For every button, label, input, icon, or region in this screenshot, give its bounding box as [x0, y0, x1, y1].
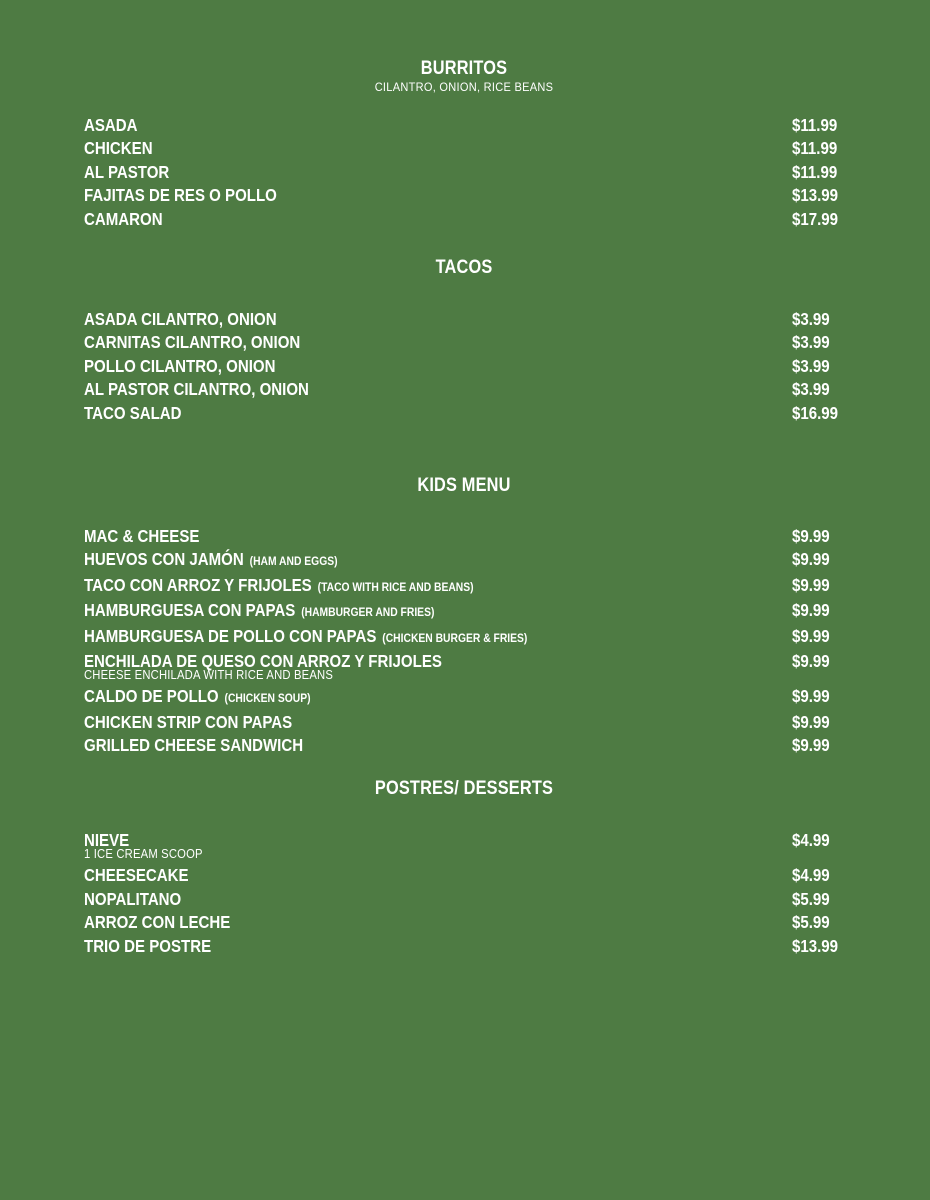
item-name: ASADA — [84, 115, 138, 135]
item-name: POLLO CILANTRO, ONION — [84, 355, 276, 376]
section-title: BURRITOS — [420, 58, 508, 79]
menu-item — [84, 161, 844, 184]
item-name: ASADA CILANTRO, ONION — [84, 309, 277, 329]
item-price: $9.99 — [792, 711, 830, 732]
item-price: $3.99 — [792, 309, 830, 329]
item-list — [84, 525, 844, 758]
item-price: $11.99 — [792, 138, 838, 159]
menu-item — [84, 685, 844, 710]
item-price: $9.99 — [792, 600, 830, 621]
item-price: $16.99 — [792, 402, 839, 423]
section-title: POSTRES/ DESSERTS — [374, 778, 554, 799]
item-price: $9.99 — [792, 625, 830, 646]
menu-item — [84, 935, 844, 958]
item-name: CHICKEN STRIP CON PAPAS — [84, 711, 293, 732]
item-name: CHEESECAKE — [84, 865, 189, 886]
item-price: $11.99 — [792, 161, 838, 182]
section-desserts — [84, 778, 844, 956]
item-name: GRILLED CHEESE SANDWICH — [84, 735, 304, 756]
menu-item — [84, 548, 844, 573]
item-title: TACO CON ARROZ Y FRIJOLES — [84, 574, 312, 595]
menu-item — [84, 114, 844, 137]
item-price: $3.99 — [792, 332, 830, 353]
item-price: $9.99 — [792, 526, 830, 546]
section-title: TACOS — [435, 257, 493, 278]
item-price: $9.99 — [792, 549, 830, 570]
item-title: CALDO DE POLLO — [84, 686, 219, 707]
menu-item — [84, 599, 844, 624]
item-name: AL PASTOR — [84, 161, 170, 182]
item-list — [84, 114, 844, 231]
item-name: CAMARON — [84, 208, 163, 229]
menu-item — [84, 402, 844, 425]
item-title: HUEVOS CON JAMÓN — [84, 549, 244, 570]
item-name — [84, 574, 474, 599]
menu-item — [84, 355, 844, 378]
item-note: (TACO WITH RICE AND BEANS) — [317, 579, 474, 594]
item-note: (CHICKEN BURGER & FRIES) — [382, 630, 528, 645]
section-tacos — [84, 257, 844, 423]
menu-item — [84, 888, 844, 911]
item-name: TACO SALAD — [84, 402, 182, 423]
item-name: ENCHILADA DE QUESO CON ARROZ Y FRIJOLES — [84, 651, 442, 672]
section-kids-menu — [84, 475, 844, 756]
item-name — [84, 599, 434, 624]
item-price: $3.99 — [792, 355, 830, 376]
item-name: NOPALITANO — [84, 888, 182, 909]
item-price: $5.99 — [792, 912, 830, 933]
item-price: $9.99 — [792, 651, 830, 672]
item-price: $3.99 — [792, 379, 830, 400]
item-price: $13.99 — [792, 935, 839, 956]
item-price: $17.99 — [792, 208, 839, 229]
item-name: NIEVE — [84, 830, 130, 850]
item-price: $11.99 — [792, 115, 838, 135]
item-name: ARROZ CON LECHE — [84, 912, 231, 933]
menu-item — [84, 734, 844, 757]
item-name: MAC & CHEESE — [84, 526, 200, 546]
item-price: $9.99 — [792, 574, 830, 595]
item-price: $5.99 — [792, 888, 830, 909]
item-name: TRIO DE POSTRE — [84, 935, 212, 956]
menu-item — [84, 525, 844, 548]
menu-item — [84, 137, 844, 160]
item-note: (CHICKEN SOUP) — [224, 691, 311, 706]
item-name: AL PASTOR CILANTRO, ONION — [84, 379, 309, 400]
menu-item — [84, 625, 844, 650]
menu-item — [84, 711, 844, 734]
item-price: $4.99 — [792, 830, 830, 850]
item-price: $9.99 — [792, 735, 830, 756]
item-name: FAJITAS DE RES O POLLO — [84, 185, 277, 206]
item-note: (HAMBURGER AND FRIES) — [301, 605, 435, 620]
item-list — [84, 829, 844, 958]
item-name — [84, 685, 311, 710]
menu-item — [84, 650, 844, 685]
item-price: $4.99 — [792, 865, 830, 886]
menu-item — [84, 574, 844, 599]
item-name — [84, 625, 527, 650]
menu-item — [84, 184, 844, 207]
item-price: $9.99 — [792, 686, 830, 707]
item-name: CHICKEN — [84, 138, 153, 159]
item-list — [84, 308, 844, 425]
menu-item — [84, 864, 844, 887]
item-note: (HAM AND EGGS) — [249, 554, 338, 569]
item-title: HAMBURGUESA DE POLLO CON PAPAS — [84, 625, 377, 646]
item-description: CHEESE ENCHILADA WITH RICE AND BEANS — [84, 668, 334, 683]
menu-item — [84, 911, 844, 934]
section-burritos — [84, 58, 844, 229]
menu-item — [84, 331, 844, 354]
menu-item — [84, 208, 844, 231]
section-title: KIDS MENU — [417, 475, 511, 496]
item-name — [84, 548, 338, 573]
item-title: HAMBURGUESA CON PAPAS — [84, 600, 296, 621]
menu-item — [84, 308, 844, 331]
item-price: $13.99 — [792, 185, 839, 206]
menu-item — [84, 378, 844, 401]
item-name: CARNITAS CILANTRO, ONION — [84, 332, 301, 353]
menu-item — [84, 829, 844, 864]
section-subtitle: CILANTRO, ONION, RICE BEANS — [374, 80, 554, 94]
item-description: 1 ICE CREAM SCOOP — [84, 847, 203, 862]
